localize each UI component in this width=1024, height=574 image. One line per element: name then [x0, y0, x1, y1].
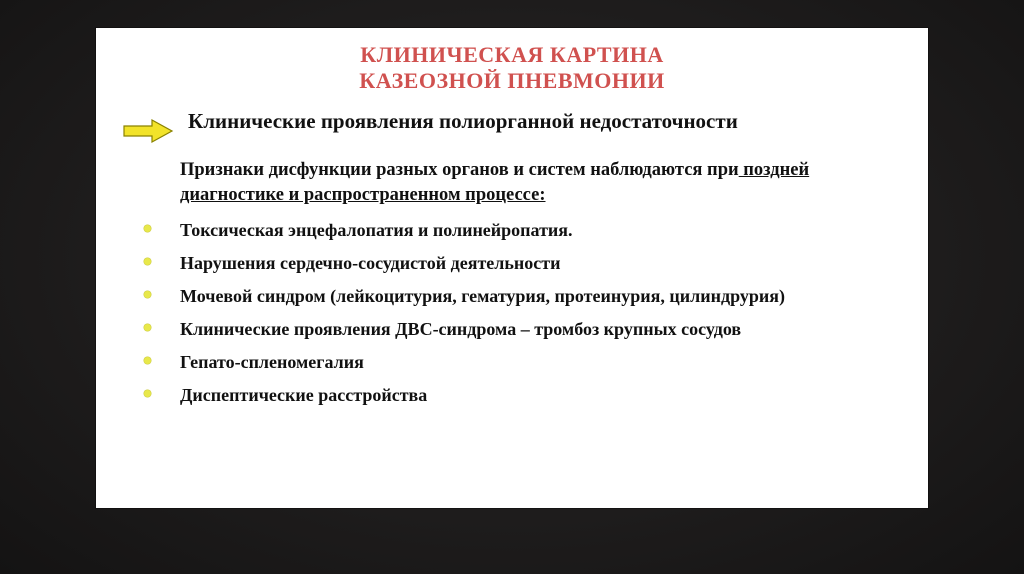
- bullet-dot-icon: [144, 225, 151, 232]
- slide-content: [96, 94, 928, 407]
- list-item: [114, 317, 906, 341]
- list-item: [114, 284, 906, 308]
- bullet-text: Диспептические расстройства: [180, 385, 428, 405]
- bullet-text: Мочевой синдром (лейкоцитурия, гематурия, протеинурия, цилиндрурия): [180, 286, 785, 306]
- bullet-text: Нарушения сердечно-сосудистой деятельности: [180, 253, 561, 273]
- paragraph-plain: Признаки дисфункции разных органов и систем наблюдаются при: [180, 160, 739, 180]
- list-item: [114, 350, 906, 374]
- bullet-dot-icon: [144, 324, 151, 331]
- bullet-text: Гепато-спленомегалия: [180, 352, 364, 372]
- bullet-text: Клинические проявления ДВС-синдрома – тромбоз крупных сосудов: [180, 319, 742, 339]
- bullet-dot-wrap: [114, 251, 180, 265]
- paragraph: [180, 158, 906, 208]
- bullet-dot-wrap: [114, 218, 180, 232]
- yellow-right-arrow-icon: [122, 118, 174, 144]
- bullet-list: [114, 218, 906, 407]
- bullet-text: Токсическая энцефалопатия и полинейропатия.: [180, 220, 573, 240]
- lead-text: Клинические проявления полиорганной недостаточности: [188, 109, 738, 133]
- bullet-dot-wrap: [114, 317, 180, 331]
- slide-title: [96, 28, 928, 94]
- lead-row: [114, 108, 906, 144]
- paragraph-underlined: поздней диагностике и распространенном процессе:: [180, 160, 810, 205]
- title-line-1: КЛИНИЧЕСКАЯ КАРТИНА: [360, 42, 664, 67]
- arrow-icon-wrap: [114, 108, 188, 144]
- bullet-dot-icon: [144, 357, 151, 364]
- bullet-dot-wrap: [114, 284, 180, 298]
- bullet-dot-wrap: [114, 383, 180, 397]
- title-line-2: КАЗЕОЗНОЙ ПНЕВМОНИИ: [359, 68, 665, 93]
- bullet-dot-wrap: [114, 350, 180, 364]
- list-item: [114, 251, 906, 275]
- list-item: [114, 218, 906, 242]
- bullet-dot-icon: [144, 291, 151, 298]
- bullet-dot-icon: [144, 390, 151, 397]
- bullet-dot-icon: [144, 258, 151, 265]
- slide-card: [96, 28, 928, 508]
- list-item: [114, 383, 906, 407]
